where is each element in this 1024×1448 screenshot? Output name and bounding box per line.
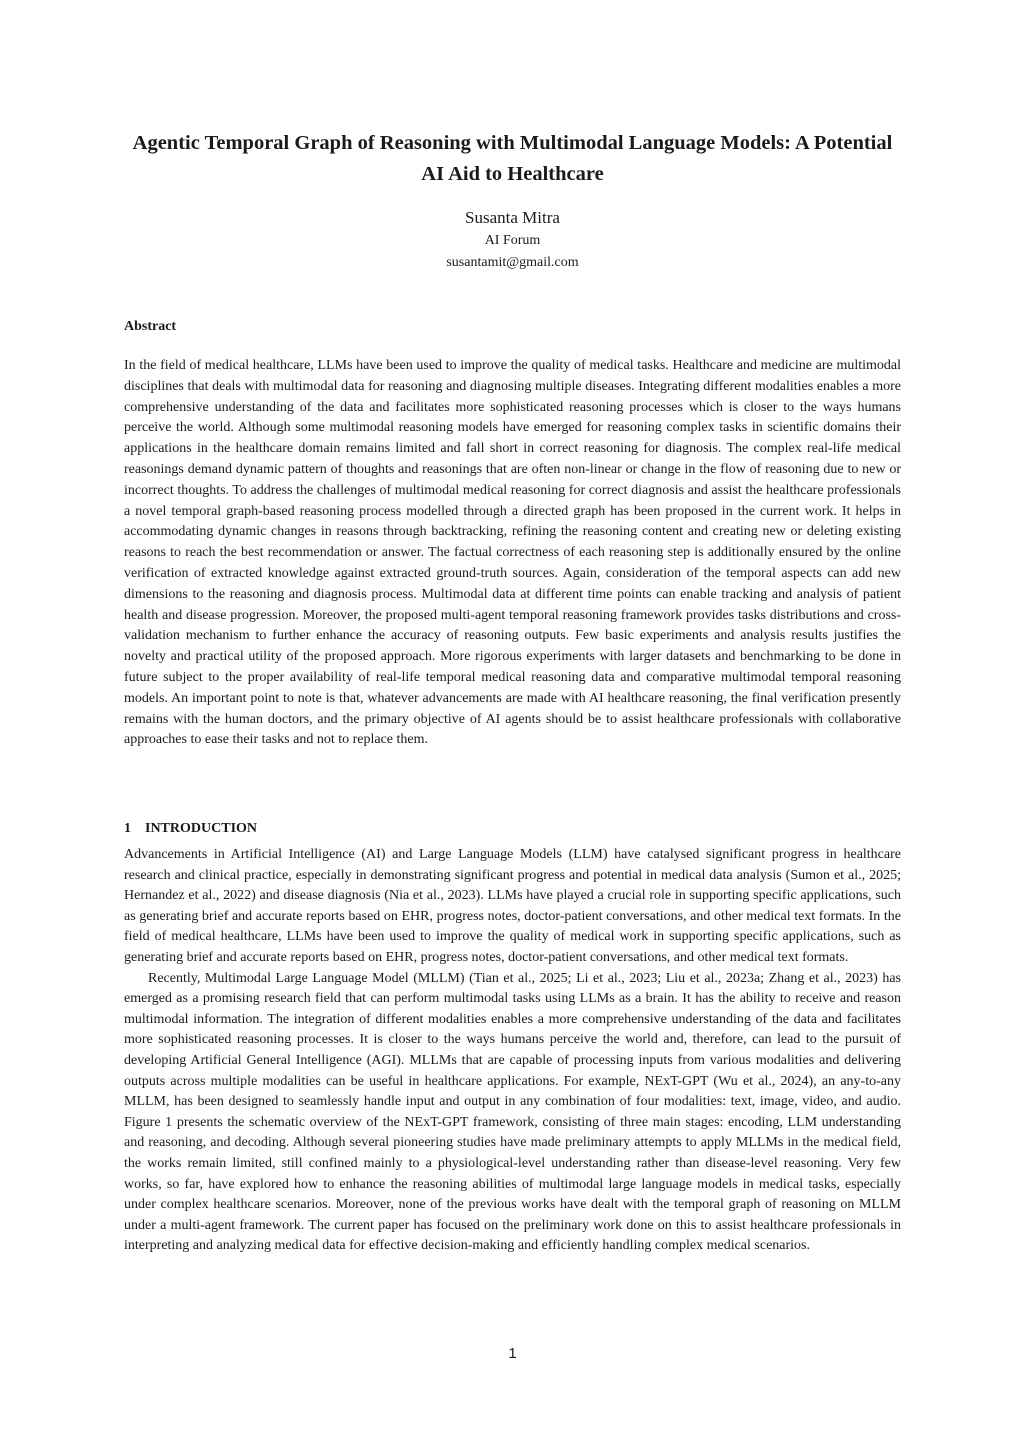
paragraph: Recently, Multimodal Large Language Model (MLLM) (Tian et al., 2025; Li et al., 2023; Liu et al., 2023a; Zhang et al., 2023) has emerged as a promising research field that can perform multimodal tasks using LLMs as a brain. It has the ability to receive and reason multimodal information. The integration of different modalities enables a more comprehensive understanding of the data and facilitates more sophisticated reasoning processes. It is closer to the ways humans perceive the world and, therefore, can lead to the pursuit of developing Artificial General Intelligence (AGI). MLLMs that are capable of processing inputs from various modalities and delivering outputs across multiple modalities can be useful in healthcare applications. For example, NExT-GPT (Wu et al., 2024), an any-to-any MLLM, has been designed to seamlessly handle input and output in any combination of four modalities: text, image, video, and audio. Figure 1 presents the schematic overview of the NExT-GPT framework, consisting of three main stages: encoding, LLM understanding and reasoning, and decoding. Although several pioneering studies have made preliminary attempts to apply MLLMs in the medical field, the works remain limited, still confined mainly to a physiological-level understanding rather than disease-level reasoning. Very few works, so far, have explored how to enhance the reasoning abilities of multimodal large language models in medical tasks, especially under complex healthcare scenarios. Moreover, none of the previous works have dealt with the temporal graph of reasoning on MLLM under a multi-agent framework. The current paper has focused on the preliminary work done on this to assist healthcare professionals in interpreting and analyzing medical data for effective decision-making and efficiently handling complex medical scenarios. [124,970,901,1254]
abstract-body: In the field of medical healthcare, LLMs have been used to improve the quality of medical tasks. Healthcare and medicine are multimodal disciplines that deals with multimodal data for reasoning and diagnosing multiple diseases. Integrating different modalities enables a more comprehensive understanding of the data and facilitates more sophisticated reasoning processes which is closer to the ways humans perceive the world. Although some multimodal reasoning models have emerged for reasoning complex tasks in scientific domains their applications in the healthcare domain remains limited and fall short in correct reasoning for diagnosis. The complex real-life medical reasonings demand dynamic pattern of thoughts and reasonings that are often non-linear or change in the flow of reasoning due to new or incorrect thoughts. To address the challenges of multimodal medical reasoning for correct diagnosis and assist the healthcare professionals a novel temporal graph-based reasoning process modelled through a directed graph has been proposed in the current work. It helps in accommodating dynamic changes in reasons through backtracking, refining the reasoning content and creating new or deleting existing reasons to reach the best recommendation or answer. The factual correctness of each reasoning step is additionally ensured by the online verification of extracted knowledge against extracted ground-truth sources. Again, consideration of the temporal aspects can add new dimensions to the reasoning and diagnosis process. Multimodal data at different time points can enable tracking and analysis of patient health and disease progression. Moreover, the proposed multi-agent temporal reasoning framework provides tasks distributions and cross-validation mechanism to further enhance the accuracy of reasoning outputs. Few basic experiments and analysis results justifies the novelty and practical utility of the proposed approach. More rigorous experiments with larger datasets and benchmarking to be done in future subject to the proper availability of real-life temporal medical reasoning data and comparative multimodal temporal reasoning models. An important point to note is that, whatever advancements are made with AI healthcare reasoning, the final verification presently remains with the human doctors, and the primary objective of AI agents should be to assist healthcare professionals with collaborative approaches to ease their tasks and not to replace them. [124,358,901,748]
page-number: 1 [508,1345,517,1362]
author-email: susantamit@gmail.com [446,255,579,270]
section-heading-introduction [124,820,257,838]
paper-title: Agentic Temporal Graph of Reasoning with Multimodal Language Models: A Potential AI Aid to Healthcare [132,132,893,185]
author-name: Susanta Mitra [465,208,560,227]
author-affiliation: AI Forum [484,233,541,248]
section-title: INTRODUCTION [145,821,258,836]
section-number: 1 [124,821,131,836]
abstract-heading: Abstract [124,319,177,334]
paragraph: Advancements in Artificial Intelligence (AI) and Large Language Models (LLM) have catalysed significant progress in healthcare research and clinical practice, especially in demonstrating significant progress and potential in medical data analysis (Sumon et al., 2025; Hernandez et al., 2022) and disease diagnosis (Nia et al., 2023). LLMs have played a crucial role in supporting specific applications, such as generating brief and accurate reports based on EHR, progress notes, doctor-patient conversations, and other medical text formats. In the field of medical healthcare, LLMs have been used to improve the quality of medical work in supporting specific applications, such as generating brief and accurate reports based on EHR, progress notes, doctor-patient conversations, and other medical text formats. [124,847,901,965]
introduction-body [124,845,901,1257]
